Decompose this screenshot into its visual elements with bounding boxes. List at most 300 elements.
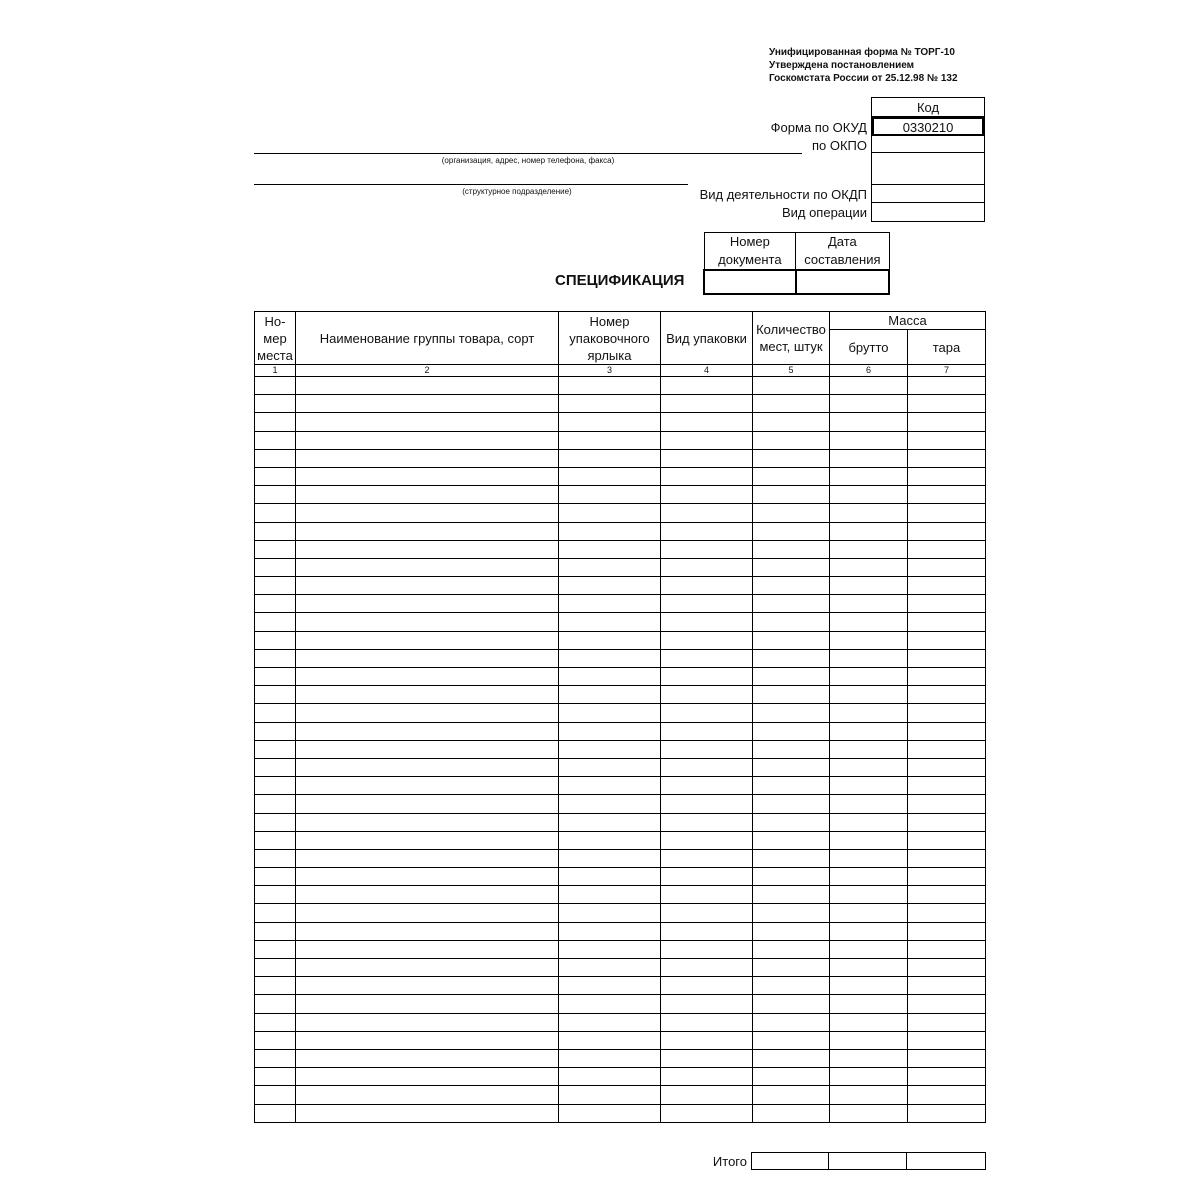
table-cell[interactable] xyxy=(753,595,830,613)
table-cell[interactable] xyxy=(559,1049,661,1067)
table-cell[interactable] xyxy=(661,1068,753,1086)
table-cell[interactable] xyxy=(661,395,753,413)
table-cell[interactable] xyxy=(753,868,830,886)
table-cell[interactable] xyxy=(559,1031,661,1049)
table-cell[interactable] xyxy=(296,558,559,576)
table-cell[interactable] xyxy=(296,467,559,485)
table-cell[interactable] xyxy=(661,868,753,886)
table-cell[interactable] xyxy=(830,558,908,576)
table-cell[interactable] xyxy=(296,595,559,613)
table-cell[interactable] xyxy=(908,813,986,831)
table-cell[interactable] xyxy=(661,486,753,504)
table-cell[interactable] xyxy=(559,904,661,922)
table-cell[interactable] xyxy=(830,1031,908,1049)
table-cell[interactable] xyxy=(661,668,753,686)
table-cell[interactable] xyxy=(661,1086,753,1104)
table-cell[interactable] xyxy=(559,595,661,613)
department-line[interactable] xyxy=(254,184,688,185)
table-cell[interactable] xyxy=(753,431,830,449)
table-cell[interactable] xyxy=(559,704,661,722)
table-cell[interactable] xyxy=(908,1031,986,1049)
table-cell[interactable] xyxy=(559,431,661,449)
table-cell[interactable] xyxy=(661,740,753,758)
table-cell[interactable] xyxy=(830,795,908,813)
table-cell[interactable] xyxy=(661,649,753,667)
table-cell[interactable] xyxy=(255,940,296,958)
table-cell[interactable] xyxy=(255,377,296,395)
table-cell[interactable] xyxy=(559,558,661,576)
table-cell[interactable] xyxy=(908,704,986,722)
table-cell[interactable] xyxy=(830,649,908,667)
table-cell[interactable] xyxy=(296,940,559,958)
table-cell[interactable] xyxy=(559,395,661,413)
table-cell[interactable] xyxy=(908,722,986,740)
table-cell[interactable] xyxy=(908,795,986,813)
okpo-code-field[interactable] xyxy=(872,136,984,153)
table-cell[interactable] xyxy=(753,577,830,595)
table-cell[interactable] xyxy=(255,777,296,795)
table-cell[interactable] xyxy=(908,1013,986,1031)
table-cell[interactable] xyxy=(661,995,753,1013)
table-cell[interactable] xyxy=(296,649,559,667)
doc-number-field[interactable] xyxy=(704,270,796,294)
table-cell[interactable] xyxy=(753,467,830,485)
table-cell[interactable] xyxy=(296,831,559,849)
table-cell[interactable] xyxy=(908,377,986,395)
table-cell[interactable] xyxy=(661,577,753,595)
table-cell[interactable] xyxy=(559,977,661,995)
table-cell[interactable] xyxy=(255,740,296,758)
table-cell[interactable] xyxy=(661,704,753,722)
table-cell[interactable] xyxy=(255,486,296,504)
table-cell[interactable] xyxy=(661,959,753,977)
table-cell[interactable] xyxy=(753,377,830,395)
table-cell[interactable] xyxy=(255,431,296,449)
table-cell[interactable] xyxy=(830,540,908,558)
table-cell[interactable] xyxy=(255,686,296,704)
doc-date-field[interactable] xyxy=(796,270,889,294)
table-cell[interactable] xyxy=(830,431,908,449)
table-cell[interactable] xyxy=(559,377,661,395)
table-cell[interactable] xyxy=(296,413,559,431)
table-cell[interactable] xyxy=(753,904,830,922)
table-cell[interactable] xyxy=(559,831,661,849)
table-cell[interactable] xyxy=(255,595,296,613)
table-cell[interactable] xyxy=(559,686,661,704)
table-cell[interactable] xyxy=(661,977,753,995)
table-cell[interactable] xyxy=(661,1031,753,1049)
table-cell[interactable] xyxy=(559,995,661,1013)
table-cell[interactable] xyxy=(559,486,661,504)
table-cell[interactable] xyxy=(753,668,830,686)
table-cell[interactable] xyxy=(830,758,908,776)
table-cell[interactable] xyxy=(830,504,908,522)
table-cell[interactable] xyxy=(908,486,986,504)
table-cell[interactable] xyxy=(753,649,830,667)
table-cell[interactable] xyxy=(255,577,296,595)
table-cell[interactable] xyxy=(753,540,830,558)
table-cell[interactable] xyxy=(908,740,986,758)
table-cell[interactable] xyxy=(908,504,986,522)
table-cell[interactable] xyxy=(296,668,559,686)
table-cell[interactable] xyxy=(255,831,296,849)
table-cell[interactable] xyxy=(753,740,830,758)
table-cell[interactable] xyxy=(753,413,830,431)
table-cell[interactable] xyxy=(753,831,830,849)
table-cell[interactable] xyxy=(830,777,908,795)
table-cell[interactable] xyxy=(559,758,661,776)
table-cell[interactable] xyxy=(559,668,661,686)
table-cell[interactable] xyxy=(559,649,661,667)
table-cell[interactable] xyxy=(753,722,830,740)
table-cell[interactable] xyxy=(753,704,830,722)
table-cell[interactable] xyxy=(255,1086,296,1104)
table-cell[interactable] xyxy=(559,1104,661,1122)
table-cell[interactable] xyxy=(661,758,753,776)
table-cell[interactable] xyxy=(255,540,296,558)
table-cell[interactable] xyxy=(296,449,559,467)
table-cell[interactable] xyxy=(908,413,986,431)
table-cell[interactable] xyxy=(830,813,908,831)
table-cell[interactable] xyxy=(255,1031,296,1049)
table-cell[interactable] xyxy=(559,795,661,813)
table-cell[interactable] xyxy=(255,522,296,540)
okpo-extra-field[interactable] xyxy=(872,153,984,185)
table-cell[interactable] xyxy=(908,668,986,686)
table-cell[interactable] xyxy=(830,467,908,485)
table-cell[interactable] xyxy=(753,631,830,649)
table-cell[interactable] xyxy=(296,1031,559,1049)
table-cell[interactable] xyxy=(559,1068,661,1086)
table-cell[interactable] xyxy=(296,540,559,558)
table-cell[interactable] xyxy=(661,813,753,831)
table-cell[interactable] xyxy=(296,1049,559,1067)
table-cell[interactable] xyxy=(753,522,830,540)
table-cell[interactable] xyxy=(830,668,908,686)
table-cell[interactable] xyxy=(296,904,559,922)
table-cell[interactable] xyxy=(661,831,753,849)
table-cell[interactable] xyxy=(661,922,753,940)
table-cell[interactable] xyxy=(753,813,830,831)
table-cell[interactable] xyxy=(753,758,830,776)
table-cell[interactable] xyxy=(830,959,908,977)
table-cell[interactable] xyxy=(255,795,296,813)
table-cell[interactable] xyxy=(559,922,661,940)
table-cell[interactable] xyxy=(908,431,986,449)
table-cell[interactable] xyxy=(559,959,661,977)
table-cell[interactable] xyxy=(255,959,296,977)
table-cell[interactable] xyxy=(559,1086,661,1104)
table-cell[interactable] xyxy=(296,522,559,540)
table-cell[interactable] xyxy=(830,704,908,722)
table-cell[interactable] xyxy=(296,686,559,704)
table-cell[interactable] xyxy=(296,504,559,522)
table-cell[interactable] xyxy=(830,977,908,995)
table-cell[interactable] xyxy=(661,558,753,576)
table-cell[interactable] xyxy=(661,449,753,467)
table-cell[interactable] xyxy=(908,831,986,849)
table-cell[interactable] xyxy=(753,1086,830,1104)
table-cell[interactable] xyxy=(255,722,296,740)
table-cell[interactable] xyxy=(296,795,559,813)
table-cell[interactable] xyxy=(296,722,559,740)
table-cell[interactable] xyxy=(830,1049,908,1067)
table-cell[interactable] xyxy=(296,977,559,995)
table-cell[interactable] xyxy=(661,413,753,431)
table-cell[interactable] xyxy=(559,504,661,522)
table-cell[interactable] xyxy=(753,1013,830,1031)
table-cell[interactable] xyxy=(753,959,830,977)
operation-code-field[interactable] xyxy=(872,203,984,221)
table-cell[interactable] xyxy=(255,395,296,413)
table-cell[interactable] xyxy=(559,449,661,467)
total-tare-field[interactable] xyxy=(907,1153,986,1170)
table-cell[interactable] xyxy=(661,431,753,449)
table-cell[interactable] xyxy=(908,886,986,904)
table-cell[interactable] xyxy=(296,377,559,395)
okdp-code-field[interactable] xyxy=(872,185,984,203)
table-cell[interactable] xyxy=(296,813,559,831)
table-cell[interactable] xyxy=(255,413,296,431)
table-cell[interactable] xyxy=(255,995,296,1013)
table-cell[interactable] xyxy=(661,522,753,540)
table-cell[interactable] xyxy=(908,904,986,922)
table-cell[interactable] xyxy=(559,849,661,867)
table-cell[interactable] xyxy=(255,813,296,831)
table-cell[interactable] xyxy=(753,449,830,467)
table-cell[interactable] xyxy=(908,467,986,485)
table-cell[interactable] xyxy=(753,977,830,995)
table-cell[interactable] xyxy=(661,904,753,922)
table-cell[interactable] xyxy=(296,613,559,631)
table-cell[interactable] xyxy=(296,758,559,776)
table-cell[interactable] xyxy=(559,722,661,740)
table-cell[interactable] xyxy=(661,1104,753,1122)
table-cell[interactable] xyxy=(830,1086,908,1104)
table-cell[interactable] xyxy=(661,1049,753,1067)
table-cell[interactable] xyxy=(830,1013,908,1031)
table-cell[interactable] xyxy=(296,849,559,867)
table-cell[interactable] xyxy=(559,413,661,431)
table-cell[interactable] xyxy=(296,631,559,649)
table-cell[interactable] xyxy=(908,631,986,649)
table-cell[interactable] xyxy=(830,449,908,467)
table-cell[interactable] xyxy=(830,613,908,631)
table-cell[interactable] xyxy=(255,758,296,776)
table-cell[interactable] xyxy=(559,886,661,904)
table-cell[interactable] xyxy=(830,413,908,431)
table-cell[interactable] xyxy=(908,977,986,995)
table-cell[interactable] xyxy=(908,649,986,667)
table-cell[interactable] xyxy=(296,1068,559,1086)
table-cell[interactable] xyxy=(908,558,986,576)
table-cell[interactable] xyxy=(255,1104,296,1122)
table-cell[interactable] xyxy=(908,849,986,867)
table-cell[interactable] xyxy=(830,522,908,540)
table-cell[interactable] xyxy=(753,1031,830,1049)
table-cell[interactable] xyxy=(296,431,559,449)
table-cell[interactable] xyxy=(296,868,559,886)
table-cell[interactable] xyxy=(830,868,908,886)
table-cell[interactable] xyxy=(255,449,296,467)
table-cell[interactable] xyxy=(753,940,830,958)
table-cell[interactable] xyxy=(255,886,296,904)
table-cell[interactable] xyxy=(296,995,559,1013)
table-cell[interactable] xyxy=(661,795,753,813)
table-cell[interactable] xyxy=(296,922,559,940)
table-cell[interactable] xyxy=(753,995,830,1013)
table-cell[interactable] xyxy=(830,722,908,740)
table-cell[interactable] xyxy=(753,1068,830,1086)
table-cell[interactable] xyxy=(255,1013,296,1031)
table-cell[interactable] xyxy=(296,1013,559,1031)
table-cell[interactable] xyxy=(830,1104,908,1122)
table-cell[interactable] xyxy=(753,886,830,904)
table-cell[interactable] xyxy=(830,631,908,649)
table-cell[interactable] xyxy=(296,395,559,413)
okud-code-field[interactable]: 0330210 xyxy=(872,117,984,136)
table-cell[interactable] xyxy=(559,613,661,631)
table-cell[interactable] xyxy=(661,613,753,631)
table-row xyxy=(255,395,986,413)
table-cell[interactable] xyxy=(908,1068,986,1086)
table-cell[interactable] xyxy=(753,558,830,576)
table-cell[interactable] xyxy=(255,904,296,922)
table-cell[interactable] xyxy=(830,849,908,867)
table-cell[interactable] xyxy=(908,395,986,413)
table-cell[interactable] xyxy=(753,613,830,631)
table-cell[interactable] xyxy=(830,831,908,849)
table-cell[interactable] xyxy=(255,1049,296,1067)
table-cell[interactable] xyxy=(830,740,908,758)
total-gross-field[interactable] xyxy=(829,1153,907,1170)
table-cell[interactable] xyxy=(753,686,830,704)
table-cell[interactable] xyxy=(559,777,661,795)
table-cell[interactable] xyxy=(908,959,986,977)
table-cell[interactable] xyxy=(753,486,830,504)
table-cell[interactable] xyxy=(661,631,753,649)
table-cell[interactable] xyxy=(753,777,830,795)
table-cell[interactable] xyxy=(753,849,830,867)
table-cell[interactable] xyxy=(661,686,753,704)
table-cell[interactable] xyxy=(296,1104,559,1122)
table-cell[interactable] xyxy=(661,504,753,522)
total-quantity-field[interactable] xyxy=(752,1153,829,1170)
table-cell[interactable] xyxy=(559,740,661,758)
table-cell[interactable] xyxy=(753,395,830,413)
table-cell[interactable] xyxy=(255,849,296,867)
table-cell[interactable] xyxy=(830,686,908,704)
table-cell[interactable] xyxy=(296,740,559,758)
table-cell[interactable] xyxy=(559,540,661,558)
table-cell[interactable] xyxy=(296,886,559,904)
table-cell[interactable] xyxy=(559,940,661,958)
table-cell[interactable] xyxy=(661,540,753,558)
table-cell[interactable] xyxy=(753,1104,830,1122)
table-cell[interactable] xyxy=(255,631,296,649)
table-cell[interactable] xyxy=(255,558,296,576)
table-cell[interactable] xyxy=(908,449,986,467)
table-cell[interactable] xyxy=(830,904,908,922)
table-cell[interactable] xyxy=(830,922,908,940)
table-cell[interactable] xyxy=(908,1086,986,1104)
table-cell[interactable] xyxy=(661,849,753,867)
table-cell[interactable] xyxy=(830,377,908,395)
table-cell[interactable] xyxy=(255,504,296,522)
table-cell[interactable] xyxy=(908,595,986,613)
table-cell[interactable] xyxy=(908,1049,986,1067)
table-cell[interactable] xyxy=(255,922,296,940)
table-cell[interactable] xyxy=(661,886,753,904)
table-cell[interactable] xyxy=(296,704,559,722)
table-cell[interactable] xyxy=(559,813,661,831)
table-cell[interactable] xyxy=(559,467,661,485)
table-cell[interactable] xyxy=(661,377,753,395)
table-cell[interactable] xyxy=(559,522,661,540)
table-cell[interactable] xyxy=(255,467,296,485)
table-cell[interactable] xyxy=(753,795,830,813)
table-cell[interactable] xyxy=(255,977,296,995)
table-cell[interactable] xyxy=(908,940,986,958)
table-cell[interactable] xyxy=(830,395,908,413)
table-cell[interactable] xyxy=(830,595,908,613)
table-cell[interactable] xyxy=(908,577,986,595)
table-cell[interactable] xyxy=(661,595,753,613)
table-cell[interactable] xyxy=(830,995,908,1013)
table-cell[interactable] xyxy=(296,577,559,595)
table-cell[interactable] xyxy=(255,613,296,631)
table-cell[interactable] xyxy=(661,777,753,795)
table-cell[interactable] xyxy=(296,777,559,795)
table-cell[interactable] xyxy=(753,1049,830,1067)
table-cell[interactable] xyxy=(753,504,830,522)
table-cell[interactable] xyxy=(559,631,661,649)
table-cell[interactable] xyxy=(908,522,986,540)
table-cell[interactable] xyxy=(830,486,908,504)
table-cell[interactable] xyxy=(296,959,559,977)
table-cell[interactable] xyxy=(559,868,661,886)
table-cell[interactable] xyxy=(255,668,296,686)
table-cell[interactable] xyxy=(908,995,986,1013)
table-cell[interactable] xyxy=(908,1104,986,1122)
table-cell[interactable] xyxy=(255,868,296,886)
table-cell[interactable] xyxy=(908,686,986,704)
table-cell[interactable] xyxy=(296,486,559,504)
table-cell[interactable] xyxy=(661,1013,753,1031)
table-cell[interactable] xyxy=(661,940,753,958)
organization-line[interactable] xyxy=(254,153,802,154)
table-cell[interactable] xyxy=(908,540,986,558)
table-cell[interactable] xyxy=(830,886,908,904)
table-cell[interactable] xyxy=(661,467,753,485)
table-cell[interactable] xyxy=(830,577,908,595)
table-cell[interactable] xyxy=(255,649,296,667)
table-cell[interactable] xyxy=(908,613,986,631)
table-cell[interactable] xyxy=(753,922,830,940)
table-cell[interactable] xyxy=(255,1068,296,1086)
table-cell[interactable] xyxy=(908,777,986,795)
table-cell[interactable] xyxy=(255,704,296,722)
table-cell[interactable] xyxy=(296,1086,559,1104)
table-cell[interactable] xyxy=(908,758,986,776)
table-cell[interactable] xyxy=(830,940,908,958)
table-cell[interactable] xyxy=(830,1068,908,1086)
table-cell[interactable] xyxy=(908,922,986,940)
table-cell[interactable] xyxy=(908,868,986,886)
table-cell[interactable] xyxy=(559,577,661,595)
table-cell[interactable] xyxy=(559,1013,661,1031)
table-cell[interactable] xyxy=(661,722,753,740)
